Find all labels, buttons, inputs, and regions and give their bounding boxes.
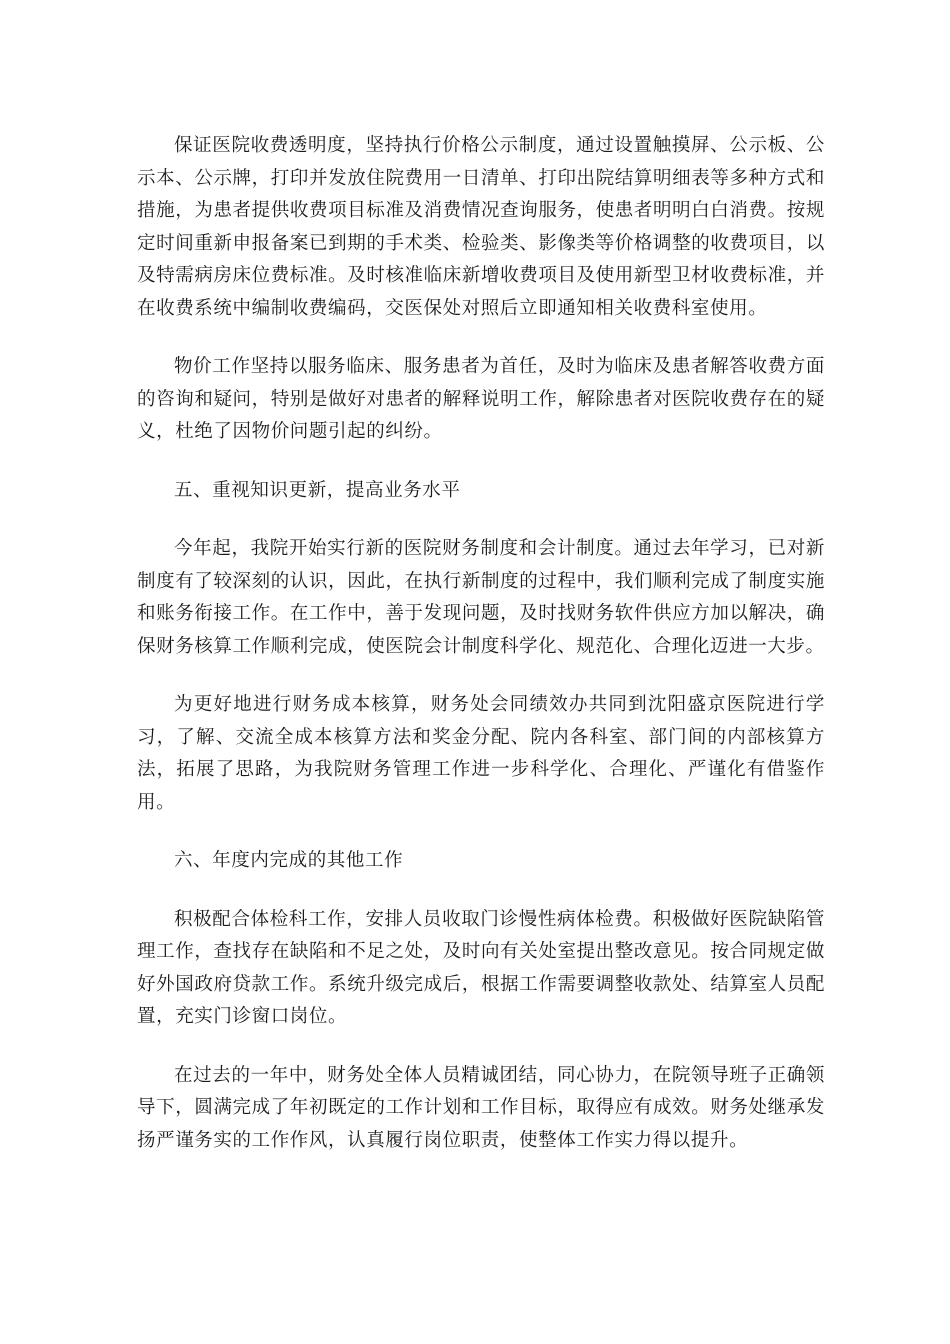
paragraph-other-work: 积极配合体检科工作，安排人员收取门诊慢性病体检费。积极做好医院缺陷管理工作，查找存在缺陷和不足之处，及时向有关处室提出整改意见。按合同规定做好外国政府贷款工作。系统升级完成后，根据工作需要调整收款处、结算室人员配置，充实门诊窗口岗位。 — [137, 908, 825, 1027]
section-heading-5: 五、重视知识更新，提高业务水平 — [174, 479, 461, 501]
paragraph-cost-accounting: 为更好地进行财务成本核算，财务处会同绩效办共同到沈阳盛京医院进行学习，了解、交流全成本核算方法和奖金分配、院内各科室、部门间的内部核算方法，拓展了思路，为我院财务管理工作进一步科学化、合理化、严谨化有借鉴作用。 — [137, 694, 825, 813]
document-page — [137, 130, 825, 1183]
paragraph-price-transparency: 保证医院收费透明度，坚持执行价格公示制度，通过设置触摸屏、公示板、公示本、公示牌，打印并发放住院费用一日清单、打印出院结算明细表等多种方式和措施，为患者提供收费项目标准及消费情况查询服务，使患者明明白白消费。按规定时间重新申报备案已到期的手术类、检验类、影像类等价格调整的收费项目，以及特需病房床位费标准。及时核准临床新增收费项目及使用新型卫材收费标准，并在收费系统中编制收费编码，交医保处对照后立即通知相关收费科室使用。 — [137, 135, 825, 319]
paragraph-summary: 在过去的一年中，财务处全体人员精诚团结，同心协力，在院领导班子正确领导下，圆满完成了年初既定的工作计划和工作目标，取得应有成效。财务处继承发扬严谨务实的工作作风，认真履行岗位职责，使整体工作实力得以提升。 — [137, 1064, 825, 1151]
paragraph-new-system: 今年起，我院开始实行新的医院财务制度和会计制度。通过去年学习，已对新制度有了较深刻的认识，因此，在执行新制度的过程中，我们顺利完成了制度实施和账务衔接工作。在工作中，善于发现问题，及时找财务软件供应方加以解决，确保财务核算工作顺利完成，使医院会计制度科学化、规范化、合理化迈进一大步。 — [137, 538, 825, 657]
paragraph-price-service: 物价工作坚持以服务临床、服务患者为首任，及时为临床及患者解答收费方面的咨询和疑问，特别是做好对患者的解释说明工作，解除患者对医院收费存在的疑义，杜绝了因物价问题引起的纠纷。 — [137, 356, 825, 442]
section-heading-6: 六、年度内完成的其他工作 — [174, 850, 404, 871]
